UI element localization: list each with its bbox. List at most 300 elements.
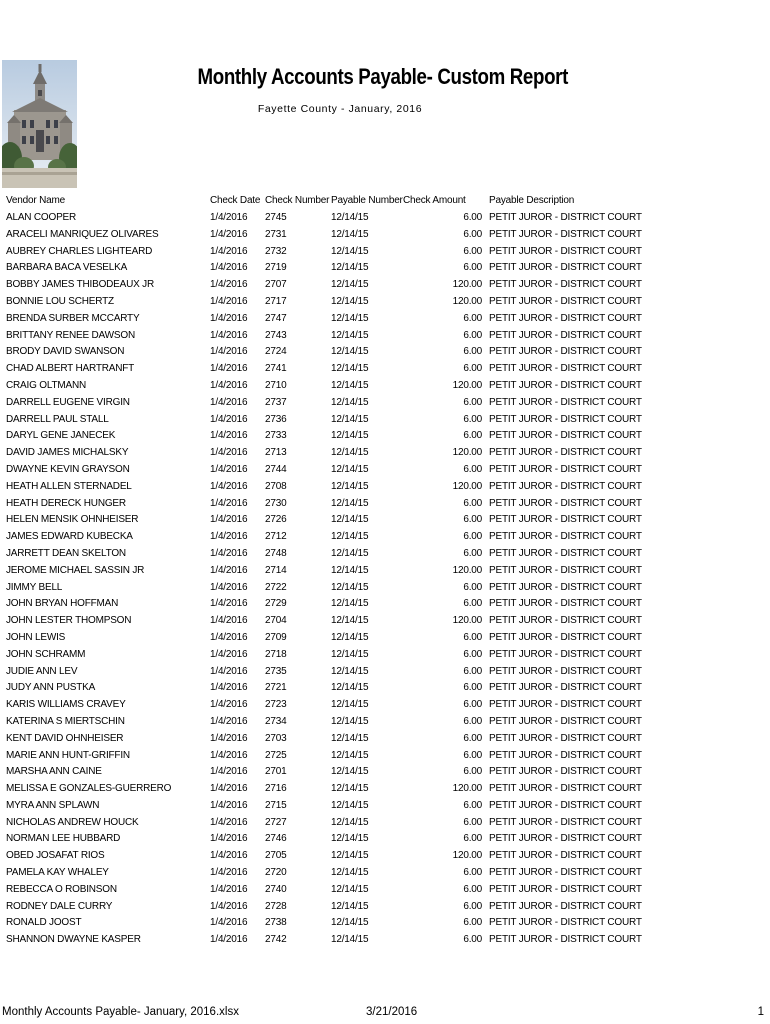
check-date-cell: 1/4/2016 [210,850,248,862]
vendor-name-cell: JOHN LESTER THOMPSON [6,615,132,627]
table-row [6,361,642,378]
table-row [6,815,642,832]
vendor-name-cell: NORMAN LEE HUBBARD [6,833,121,845]
description-cell: PETIT JUROR - DISTRICT COURT [489,212,642,223]
check-amount-cell: 6.00 [463,245,482,257]
check-date-cell: 1/4/2016 [210,413,248,425]
description-cell: PETIT JUROR - DISTRICT COURT [489,447,642,459]
payable-number-cell: 12/14/15 [331,631,369,643]
check-amount-cell: 6.00 [463,867,482,879]
footer-date: 3/21/2016 [366,1006,418,1018]
check-amount-cell: 6.00 [463,228,482,240]
table-row [6,563,642,580]
col-check-amount: Check Amount [403,195,466,207]
check-date-cell: 1/4/2016 [210,766,248,778]
check-date-cell: 1/4/2016 [210,346,248,358]
check-amount-cell: 6.00 [463,648,482,660]
description-cell: PETIT JUROR - DISTRICT COURT [489,363,642,375]
check-number-cell: 2704 [265,615,287,627]
check-date-cell: 1/4/2016 [210,833,248,845]
table-row [6,613,642,630]
table-row [6,798,642,815]
description-cell: PETIT JUROR - DISTRICT COURT [489,581,642,593]
vendor-name-cell: MARSHA ANN CAINE [6,766,102,778]
check-number-cell: 2718 [265,648,287,660]
vendor-name-cell: JIMMY BELL [6,581,63,593]
description-cell: PETIT JUROR - DISTRICT COURT [489,279,642,291]
check-date-cell: 1/4/2016 [210,665,248,677]
vendor-name-cell: AUBREY CHARLES LIGHTEARD [6,245,153,257]
report-title: Monthly Accounts Payable- Custom Report [197,64,568,89]
check-date-cell: 1/4/2016 [210,598,248,610]
payable-number-cell: 12/14/15 [331,783,369,795]
payable-number-cell: 12/14/15 [331,816,369,828]
description-cell: PETIT JUROR - DISTRICT COURT [489,413,642,425]
footer-filename: Monthly Accounts Payable- January, 2016.xlsx [2,1006,239,1018]
table-row [6,512,642,529]
payable-number-cell: 12/14/15 [331,715,369,727]
table-row [6,462,642,479]
check-amount-cell: 6.00 [463,732,482,744]
check-number-cell: 2703 [265,732,287,744]
check-number-cell: 2720 [265,867,287,879]
check-date-cell: 1/4/2016 [210,682,248,694]
table-row [6,915,642,932]
check-number-cell: 2724 [265,346,287,358]
check-number-cell: 2735 [265,665,287,677]
check-amount-cell: 6.00 [463,396,482,408]
vendor-name-cell: CHAD ALBERT HARTRANFT [6,363,135,375]
check-number-cell: 2726 [265,514,287,526]
description-cell: PETIT JUROR - DISTRICT COURT [489,228,642,240]
vendor-name-cell: HEATH DERECK HUNGER [6,497,126,509]
check-number-cell: 2708 [265,480,287,492]
description-cell: PETIT JUROR - DISTRICT COURT [489,799,642,811]
check-amount-cell: 120.00 [452,447,482,459]
check-number-cell: 2713 [265,447,287,459]
description-cell: PETIT JUROR - DISTRICT COURT [489,699,642,711]
check-amount-cell: 120.00 [452,295,482,307]
description-cell: PETIT JUROR - DISTRICT COURT [489,833,642,845]
check-date-cell: 1/4/2016 [210,262,248,274]
check-amount-cell: 6.00 [463,749,482,761]
check-amount-cell: 120.00 [452,379,482,391]
check-number-cell: 2748 [265,547,287,559]
check-amount-cell: 120.00 [452,279,482,291]
check-number-cell: 2742 [265,934,287,946]
vendor-name-cell: DAVID JAMES MICHALSKY [6,447,129,459]
check-date-cell: 1/4/2016 [210,631,248,643]
vendor-name-cell: ARACELI MANRIQUEZ OLIVARES [6,228,159,240]
check-date-cell: 1/4/2016 [210,379,248,391]
check-number-cell: 2747 [265,312,287,324]
check-number-cell: 2710 [265,379,287,391]
description-cell: PETIT JUROR - DISTRICT COURT [489,934,642,946]
table-row [6,210,642,227]
check-amount-cell: 6.00 [463,531,482,543]
table-row [6,848,642,865]
table-header-row [6,193,642,210]
check-amount-cell: 120.00 [452,850,482,862]
check-number-cell: 2743 [265,329,287,341]
check-amount-cell: 6.00 [463,346,482,358]
check-date-cell: 1/4/2016 [210,547,248,559]
table-row [6,344,642,361]
check-number-cell: 2723 [265,699,287,711]
payable-number-cell: 12/14/15 [331,295,369,307]
check-amount-cell: 120.00 [452,783,482,795]
check-amount-cell: 120.00 [452,615,482,627]
check-amount-cell: 6.00 [463,883,482,895]
payables-table [6,193,642,949]
table-row [6,647,642,664]
check-amount-cell: 6.00 [463,833,482,845]
check-date-cell: 1/4/2016 [210,917,248,929]
table-row [6,697,642,714]
check-number-cell: 2736 [265,413,287,425]
check-date-cell: 1/4/2016 [210,715,248,727]
check-amount-cell: 6.00 [463,598,482,610]
table-row [6,596,642,613]
check-date-cell: 1/4/2016 [210,480,248,492]
check-date-cell: 1/4/2016 [210,514,248,526]
check-number-cell: 2731 [265,228,287,240]
check-date-cell: 1/4/2016 [210,430,248,442]
table-row [6,731,642,748]
check-date-cell: 1/4/2016 [210,867,248,879]
vendor-name-cell: MELISSA E GONZALES-GUERRERO [6,783,172,795]
description-cell: PETIT JUROR - DISTRICT COURT [489,850,642,862]
check-date-cell: 1/4/2016 [210,363,248,375]
description-cell: PETIT JUROR - DISTRICT COURT [489,396,642,408]
vendor-name-cell: DARRELL PAUL STALL [6,413,109,425]
check-amount-cell: 6.00 [463,497,482,509]
vendor-name-cell: HELEN MENSIK OHNHEISER [6,514,139,526]
vendor-name-cell: DWAYNE KEVIN GRAYSON [6,463,130,475]
payable-number-cell: 12/14/15 [331,262,369,274]
table-row [6,932,642,949]
check-number-cell: 2733 [265,430,287,442]
description-cell: PETIT JUROR - DISTRICT COURT [489,346,642,358]
check-number-cell: 2745 [265,212,287,223]
description-cell: PETIT JUROR - DISTRICT COURT [489,648,642,660]
check-amount-cell: 6.00 [463,262,482,274]
table-row [6,882,642,899]
check-date-cell: 1/4/2016 [210,615,248,627]
vendor-name-cell: JUDY ANN PUSTKA [6,682,96,694]
description-cell: PETIT JUROR - DISTRICT COURT [489,883,642,895]
description-cell: PETIT JUROR - DISTRICT COURT [489,816,642,828]
check-amount-cell: 6.00 [463,329,482,341]
check-amount-cell: 6.00 [463,212,482,223]
check-amount-cell: 120.00 [452,480,482,492]
payable-number-cell: 12/14/15 [331,413,369,425]
description-cell: PETIT JUROR - DISTRICT COURT [489,732,642,744]
payable-number-cell: 12/14/15 [331,430,369,442]
check-date-cell: 1/4/2016 [210,396,248,408]
check-number-cell: 2715 [265,799,287,811]
check-number-cell: 2728 [265,900,287,912]
vendor-name-cell: OBED JOSAFAT RIOS [6,850,105,862]
check-amount-cell: 6.00 [463,699,482,711]
check-number-cell: 2741 [265,363,287,375]
payable-number-cell: 12/14/15 [331,682,369,694]
description-cell: PETIT JUROR - DISTRICT COURT [489,766,642,778]
check-amount-cell: 6.00 [463,816,482,828]
payable-number-cell: 12/14/15 [331,648,369,660]
table-row [6,714,642,731]
table-row [6,496,642,513]
description-cell: PETIT JUROR - DISTRICT COURT [489,598,642,610]
check-number-cell: 2744 [265,463,287,475]
table-row [6,244,642,261]
vendor-name-cell: PAMELA KAY WHALEY [6,867,109,879]
check-amount-cell: 6.00 [463,547,482,559]
check-amount-cell: 6.00 [463,799,482,811]
check-number-cell: 2729 [265,598,287,610]
vendor-name-cell: BOBBY JAMES THIBODEAUX JR [6,279,155,291]
check-date-cell: 1/4/2016 [210,581,248,593]
vendor-name-cell: DARYL GENE JANECEK [6,430,116,442]
check-number-cell: 2746 [265,833,287,845]
check-amount-cell: 6.00 [463,917,482,929]
table-row [6,445,642,462]
payable-number-cell: 12/14/15 [331,480,369,492]
check-date-cell: 1/4/2016 [210,783,248,795]
check-date-cell: 1/4/2016 [210,648,248,660]
description-cell: PETIT JUROR - DISTRICT COURT [489,783,642,795]
report-subtitle: Fayette County - January, 2016 [257,103,423,115]
col-vendor-name: Vendor Name [6,195,65,207]
payable-number-cell: 12/14/15 [331,581,369,593]
vendor-name-cell: JEROME MICHAEL SASSIN JR [6,564,145,576]
check-number-cell: 2719 [265,262,287,274]
table-row [6,899,642,916]
check-amount-cell: 6.00 [463,766,482,778]
check-date-cell: 1/4/2016 [210,497,248,509]
description-cell: PETIT JUROR - DISTRICT COURT [489,329,642,341]
check-date-cell: 1/4/2016 [210,212,248,223]
description-cell: PETIT JUROR - DISTRICT COURT [489,631,642,643]
check-date-cell: 1/4/2016 [210,463,248,475]
payable-number-cell: 12/14/15 [331,749,369,761]
description-cell: PETIT JUROR - DISTRICT COURT [489,514,642,526]
payable-number-cell: 12/14/15 [331,867,369,879]
vendor-name-cell: BRENDA SURBER MCCARTY [6,312,140,324]
check-date-cell: 1/4/2016 [210,749,248,761]
payable-number-cell: 12/14/15 [331,212,369,223]
payable-number-cell: 12/14/15 [331,497,369,509]
vendor-name-cell: MARIE ANN HUNT-GRIFFIN [6,749,130,761]
description-cell: PETIT JUROR - DISTRICT COURT [489,295,642,307]
footer-page-number: 1 [757,1006,764,1018]
vendor-name-cell: SHANNON DWAYNE KASPER [6,934,141,946]
check-date-cell: 1/4/2016 [210,732,248,744]
table-row [6,227,642,244]
vendor-name-cell: RONALD JOOST [6,917,82,929]
payable-number-cell: 12/14/15 [331,934,369,946]
check-amount-cell: 6.00 [463,312,482,324]
table-row [6,294,642,311]
col-check-date: Check Date [210,195,261,207]
description-cell: PETIT JUROR - DISTRICT COURT [489,430,642,442]
table-row [6,311,642,328]
payable-number-cell: 12/14/15 [331,228,369,240]
description-cell: PETIT JUROR - DISTRICT COURT [489,900,642,912]
check-number-cell: 2712 [265,531,287,543]
vendor-name-cell: KARIS WILLIAMS CRAVEY [6,699,126,711]
payable-number-cell: 12/14/15 [331,766,369,778]
payable-number-cell: 12/14/15 [331,346,369,358]
vendor-name-cell: KENT DAVID OHNHEISER [6,732,124,744]
payable-number-cell: 12/14/15 [331,883,369,895]
payable-number-cell: 12/14/15 [331,799,369,811]
description-cell: PETIT JUROR - DISTRICT COURT [489,547,642,559]
description-cell: PETIT JUROR - DISTRICT COURT [489,463,642,475]
description-cell: PETIT JUROR - DISTRICT COURT [489,245,642,257]
check-amount-cell: 6.00 [463,665,482,677]
table-row [6,277,642,294]
check-number-cell: 2701 [265,766,287,778]
payable-number-cell: 12/14/15 [331,379,369,391]
payable-number-cell: 12/14/15 [331,463,369,475]
check-date-cell: 1/4/2016 [210,883,248,895]
description-cell: PETIT JUROR - DISTRICT COURT [489,682,642,694]
check-amount-cell: 6.00 [463,715,482,727]
check-date-cell: 1/4/2016 [210,816,248,828]
check-date-cell: 1/4/2016 [210,900,248,912]
payable-number-cell: 12/14/15 [331,850,369,862]
vendor-name-cell: JOHN SCHRAMM [6,648,86,660]
check-number-cell: 2722 [265,581,287,593]
table-row [6,412,642,429]
table-row [6,580,642,597]
check-amount-cell: 6.00 [463,900,482,912]
payable-number-cell: 12/14/15 [331,363,369,375]
vendor-name-cell: HEATH ALLEN STERNADEL [6,480,132,492]
payable-number-cell: 12/14/15 [331,615,369,627]
check-amount-cell: 6.00 [463,413,482,425]
vendor-name-cell: JUDIE ANN LEV [6,665,78,677]
payable-number-cell: 12/14/15 [331,564,369,576]
check-date-cell: 1/4/2016 [210,564,248,576]
check-amount-cell: 6.00 [463,430,482,442]
vendor-name-cell: BARBARA BACA VESELKA [6,262,128,274]
check-date-cell: 1/4/2016 [210,228,248,240]
table-row [6,865,642,882]
vendor-name-cell: MYRA ANN SPLAWN [6,799,100,811]
vendor-name-cell: JARRETT DEAN SKELTON [6,547,126,559]
vendor-name-cell: KATERINA S MIERTSCHIN [6,715,125,727]
table-row [6,664,642,681]
check-number-cell: 2738 [265,917,287,929]
description-cell: PETIT JUROR - DISTRICT COURT [489,917,642,929]
check-number-cell: 2740 [265,883,287,895]
table-row [6,831,642,848]
description-cell: PETIT JUROR - DISTRICT COURT [489,480,642,492]
table-row [6,748,642,765]
description-cell: PETIT JUROR - DISTRICT COURT [489,615,642,627]
payable-number-cell: 12/14/15 [331,531,369,543]
description-cell: PETIT JUROR - DISTRICT COURT [489,531,642,543]
vendor-name-cell: BRITTANY RENEE DAWSON [6,329,135,341]
vendor-name-cell: BONNIE LOU SCHERTZ [6,295,114,307]
description-cell: PETIT JUROR - DISTRICT COURT [489,749,642,761]
check-date-cell: 1/4/2016 [210,699,248,711]
table-row [6,529,642,546]
payable-number-cell: 12/14/15 [331,447,369,459]
description-cell: PETIT JUROR - DISTRICT COURT [489,497,642,509]
vendor-name-cell: ALAN COOPER [6,212,77,223]
check-date-cell: 1/4/2016 [210,799,248,811]
table-row [6,395,642,412]
check-amount-cell: 6.00 [463,631,482,643]
vendor-name-cell: JOHN LEWIS [6,631,66,643]
payable-number-cell: 12/14/15 [331,514,369,526]
table-row [6,781,642,798]
check-number-cell: 2714 [265,564,287,576]
check-number-cell: 2707 [265,279,287,291]
vendor-name-cell: BRODY DAVID SWANSON [6,346,125,358]
payable-number-cell: 12/14/15 [331,245,369,257]
description-cell: PETIT JUROR - DISTRICT COURT [489,867,642,879]
table-row [6,378,642,395]
check-date-cell: 1/4/2016 [210,934,248,946]
vendor-name-cell: NICHOLAS ANDREW HOUCK [6,816,139,828]
check-number-cell: 2734 [265,715,287,727]
col-payable-number: Payable Number [331,195,403,207]
payable-number-cell: 12/14/15 [331,547,369,559]
check-date-cell: 1/4/2016 [210,279,248,291]
description-cell: PETIT JUROR - DISTRICT COURT [489,262,642,274]
vendor-name-cell: CRAIG OLTMANN [6,379,86,391]
check-amount-cell: 6.00 [463,463,482,475]
check-number-cell: 2709 [265,631,287,643]
check-number-cell: 2717 [265,295,287,307]
vendor-name-cell: JOHN BRYAN HOFFMAN [6,598,119,610]
payable-number-cell: 12/14/15 [331,900,369,912]
table-row [6,328,642,345]
table-row [6,479,642,496]
check-number-cell: 2725 [265,749,287,761]
vendor-name-cell: REBECCA O ROBINSON [6,883,117,895]
check-number-cell: 2737 [265,396,287,408]
payable-number-cell: 12/14/15 [331,312,369,324]
check-number-cell: 2721 [265,682,287,694]
payable-number-cell: 12/14/15 [331,279,369,291]
payable-number-cell: 12/14/15 [331,598,369,610]
check-date-cell: 1/4/2016 [210,329,248,341]
payable-number-cell: 12/14/15 [331,396,369,408]
check-date-cell: 1/4/2016 [210,531,248,543]
description-cell: PETIT JUROR - DISTRICT COURT [489,379,642,391]
col-check-number: Check Number [265,195,330,207]
vendor-name-cell: DARRELL EUGENE VIRGIN [6,396,130,408]
check-date-cell: 1/4/2016 [210,447,248,459]
col-payable-description: Payable Description [489,195,575,207]
check-number-cell: 2732 [265,245,287,257]
description-cell: PETIT JUROR - DISTRICT COURT [489,665,642,677]
payable-number-cell: 12/14/15 [331,665,369,677]
payable-number-cell: 12/14/15 [331,833,369,845]
check-date-cell: 1/4/2016 [210,295,248,307]
vendor-name-cell: RODNEY DALE CURRY [6,900,113,912]
check-date-cell: 1/4/2016 [210,312,248,324]
check-number-cell: 2730 [265,497,287,509]
check-number-cell: 2727 [265,816,287,828]
table-row [6,260,642,277]
check-amount-cell: 6.00 [463,363,482,375]
